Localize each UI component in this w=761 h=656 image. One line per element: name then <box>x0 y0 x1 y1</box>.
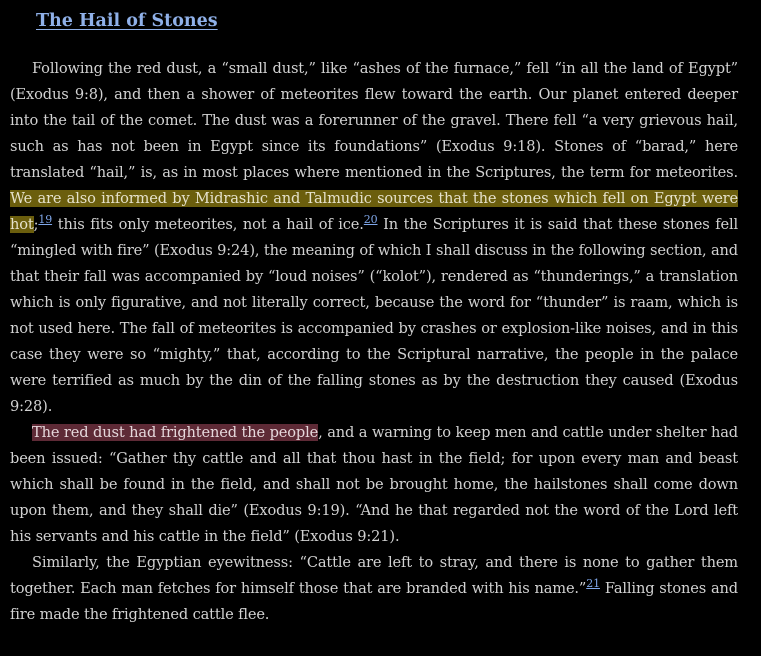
paragraph-1-text-c: this fits only meteorites, not a hail of ice. <box>52 216 364 233</box>
highlight-yellow[interactable]: We are also informed by Midrashic and Talmudic sources that the stones which fell on Egypt were hot <box>10 190 738 233</box>
paragraph-2-text: , and a warning to keep men and cattle under shelter had been issued: “Gather thy cattle and all that thou hast in the field; for upon every man and beast which shall be found in the field, and shall not be brought home, the hailstones shall come down upon them, and they shall die” (Exodus 9:19). “And he that regarded not the word of the Lord left his servants and his cattle in the field” (Exodus 9:21). <box>10 424 738 545</box>
paragraph-2 <box>10 420 738 550</box>
paragraph-3-text-b: Falling stones and fire made the frightened cattle flee. <box>10 580 738 623</box>
footnote-link-19[interactable]: 19 <box>38 213 53 227</box>
paragraph-1-text-a: Following the red dust, a “small dust,” like “ashes of the furnace,” fell “in all the land of Egypt” (Exodus 9:8), and then a shower of meteorites flew toward the earth. Our planet entered deeper into the tail of the comet. The dust was a forerunner of the gravel. There fell “a very grievous hail, such as has not been in Egypt since its foundations” (Exodus 9:18). Stones of “barad,” here translated “hail,” is, as in most places where mentioned in the Scriptures, the term for meteorites. <box>10 60 738 181</box>
footnote-link-21[interactable]: 21 <box>586 577 600 591</box>
footnote-link-20[interactable]: 20 <box>363 213 378 227</box>
paragraph-3-text-a: Similarly, the Egyptian eyewitness: “Cattle are left to stray, and there is none to gather them together. Each man fetches for himself those that are branded with his name.” <box>10 554 738 597</box>
highlight-red[interactable]: The red dust had frightened the people <box>32 424 319 441</box>
reader-page <box>10 6 738 628</box>
chapter-title-link[interactable]: The Hail of Stones <box>36 11 218 31</box>
paragraph-1-text-b: ; <box>33 216 39 233</box>
paragraph-3 <box>10 550 738 628</box>
paragraph-1-text-d: In the Scriptures it is said that these stones fell “mingled with fire” (Exodus 9:24), the meaning of which I shall discuss in the following section, and that their fall was accompanied by “loud noises” (“kolot”), rendered as “thunderings,” a translation which is only figurative, and not literally correct, because the word for “thunder” is raam, which is not used here. The fall of meteorites is accompanied by crashes or explosion-like noises, and in this case they were so “mighty,” that, according to the Scriptural narrative, the people in the palace were terrified as much by the din of the falling stones as by the destruction they caused (Exodus 9:28). <box>10 216 738 415</box>
paragraph-1 <box>10 56 738 420</box>
